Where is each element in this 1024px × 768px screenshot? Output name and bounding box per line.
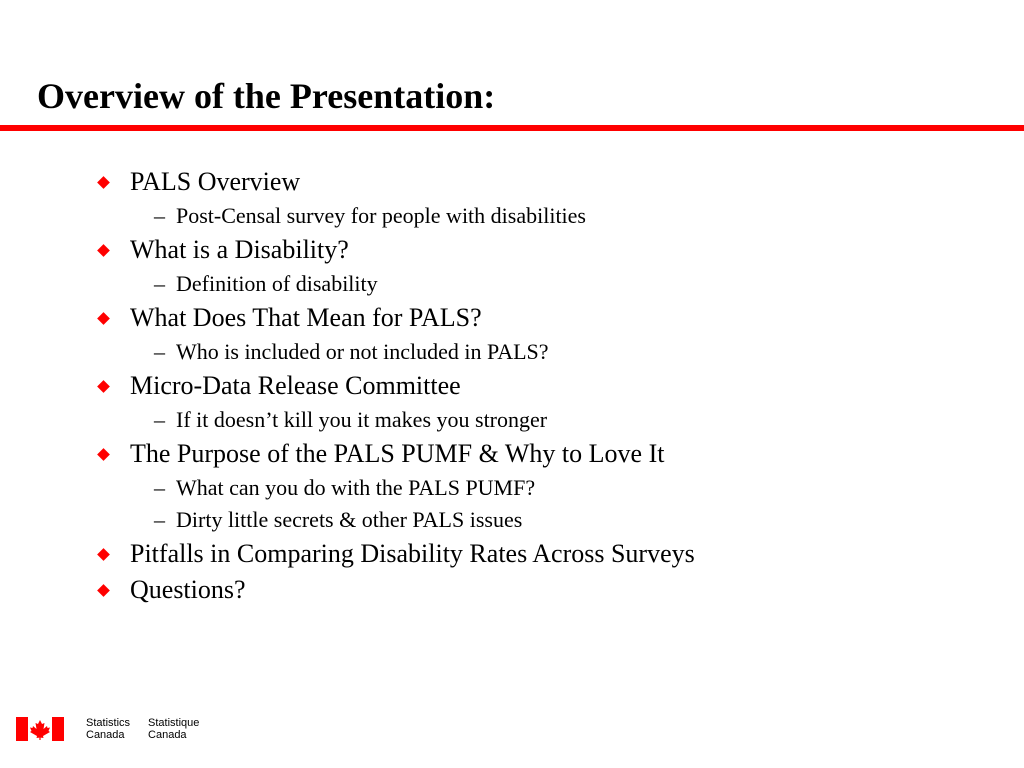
bullet-text: PALS Overview [130, 167, 301, 196]
dash-bullet-icon: – [154, 203, 165, 228]
sub-bullet-list [95, 336, 995, 368]
red-diamond-bullet-icon [97, 584, 110, 597]
dash-bullet-icon: – [154, 407, 165, 432]
bullet-item [95, 572, 995, 608]
sub-bullet-item [95, 268, 995, 300]
bullet-text: What Does That Mean for PALS? [130, 303, 482, 332]
sub-bullet-item [95, 404, 995, 436]
sub-bullet-text: Dirty little secrets & other PALS issues [176, 507, 523, 532]
bullet-row [95, 572, 995, 608]
sub-bullet-item [95, 504, 995, 536]
dash-bullet-icon: – [154, 507, 165, 532]
sub-bullet-list [95, 472, 995, 536]
sub-bullet-item [95, 336, 995, 368]
sub-bullet-list [95, 404, 995, 436]
sub-bullet-list [95, 268, 995, 300]
bullet-row [95, 232, 995, 268]
bullet-row [95, 164, 995, 200]
sub-bullet-text: Post-Censal survey for people with disabilities [176, 203, 586, 228]
sub-bullet-list [95, 200, 995, 232]
wordmark-english-line1: Statistics [86, 717, 131, 729]
bullet-text: What is a Disability? [130, 235, 349, 264]
bullet-text: Micro-Data Release Committee [130, 371, 461, 400]
wordmark-french [148, 717, 199, 741]
bullet-item [95, 436, 995, 536]
bullet-item [95, 164, 995, 232]
dash-bullet-icon: – [154, 339, 165, 364]
bullet-row [95, 436, 995, 472]
bullet-text: The Purpose of the PALS PUMF & Why to Love It [130, 439, 665, 468]
dash-bullet-icon: – [154, 475, 165, 500]
wordmark-french-line1: Statistique [148, 717, 200, 729]
bullet-row [95, 368, 995, 404]
bullet-item [95, 368, 995, 436]
canadian-flag-icon [16, 717, 64, 741]
red-diamond-bullet-icon [97, 176, 110, 189]
bullet-row [95, 536, 995, 572]
bullet-list [95, 164, 995, 608]
red-diamond-bullet-icon [97, 312, 110, 325]
red-diamond-bullet-icon [97, 548, 110, 561]
bullet-item [95, 232, 995, 300]
statistics-canada-logo [16, 716, 199, 742]
slide-title: Overview of the Presentation: [37, 76, 496, 116]
sub-bullet-text: What can you do with the PALS PUMF? [176, 475, 536, 500]
sub-bullet-item [95, 200, 995, 232]
sub-bullet-text: Definition of disability [176, 271, 378, 296]
bullet-item [95, 300, 995, 368]
dash-bullet-icon: – [154, 271, 165, 296]
sub-bullet-text: Who is included or not included in PALS? [176, 339, 549, 364]
sub-bullet-item [95, 472, 995, 504]
bullet-text: Questions? [130, 575, 246, 604]
sub-bullet-text: If it doesn’t kill you it makes you stronger [176, 407, 548, 432]
bullet-row [95, 300, 995, 336]
bullet-text: Pitfalls in Comparing Disability Rates Across Surveys [130, 539, 695, 568]
title-underline-rule [0, 125, 1024, 131]
wordmark-english-line2: Canada [86, 729, 125, 741]
red-diamond-bullet-icon [97, 448, 110, 461]
red-diamond-bullet-icon [97, 380, 110, 393]
wordmark-english [86, 717, 130, 741]
bullet-item [95, 536, 995, 572]
wordmark-french-line2: Canada [148, 729, 187, 741]
red-diamond-bullet-icon [97, 244, 110, 257]
